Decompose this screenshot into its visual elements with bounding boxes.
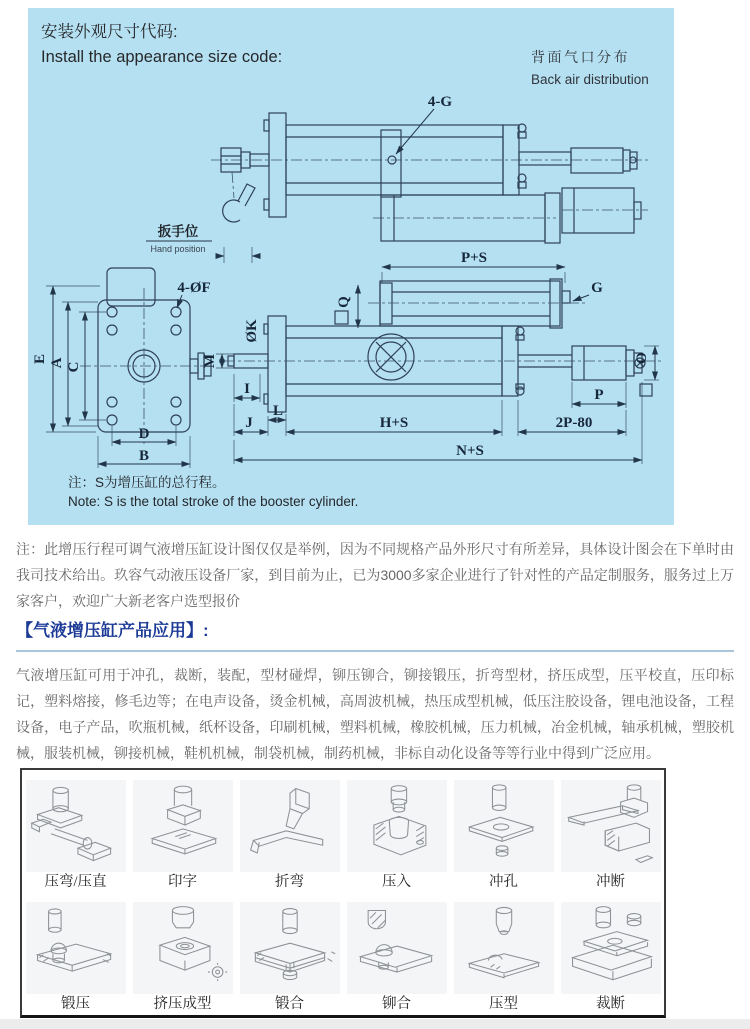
app-label: 印字 bbox=[168, 873, 197, 890]
diagram-title bbox=[41, 20, 282, 70]
app-label: 挤压成型 bbox=[153, 996, 212, 1012]
dim-label-hs: H+S bbox=[379, 415, 409, 431]
press-form-icon bbox=[454, 902, 554, 994]
dimension-diagram-panel bbox=[28, 8, 674, 525]
press-fit-icon bbox=[347, 780, 447, 872]
dim-label-q: Q bbox=[336, 296, 352, 308]
dim-label-m: M bbox=[202, 353, 218, 369]
app-cell-punch-cut bbox=[557, 770, 664, 893]
back-air-en: Back air distribution bbox=[531, 72, 649, 88]
app-cell-forging bbox=[22, 893, 129, 1016]
diagram-title-en: Install the appearance size code: bbox=[41, 47, 283, 66]
app-cell-riveting bbox=[343, 893, 450, 1016]
dim-label-d: D bbox=[138, 426, 150, 442]
app-cell-press-in bbox=[343, 770, 450, 893]
app-cell-bend-straighten bbox=[22, 770, 129, 893]
dim-label-o: O bbox=[634, 352, 650, 364]
application-grid bbox=[20, 768, 666, 1018]
section-title: 【气液增压缸产品应用】: bbox=[16, 621, 209, 640]
app-cell-extrusion bbox=[129, 893, 236, 1016]
app-cell-printing bbox=[129, 770, 236, 893]
forge-press-icon bbox=[26, 902, 126, 994]
cut-off-icon bbox=[561, 902, 661, 994]
app-label: 冲断 bbox=[596, 873, 625, 890]
intro-paragraph: 注：此增压行程可调气液增压缸设计图仅仅是举例，因为不同规格产品外形尺寸有所差异，具体设计图会在下单时由我司技术给出。玖容气动液压设备厂家，到目前为止，已为3000多家企业进行了针对性的产品定制服务，服务过上万家客户，欢迎广大新老客户选型报价 bbox=[16, 541, 734, 609]
back-air-zh: 背面气口分布 bbox=[531, 49, 630, 65]
extrude-form-icon bbox=[133, 902, 233, 994]
dim-label-2p80: 2P-80 bbox=[555, 415, 593, 431]
app-label: 压型 bbox=[489, 996, 518, 1012]
dim-label-4g: 4-G bbox=[427, 94, 453, 110]
app-label: 压入 bbox=[382, 873, 411, 890]
app-cell-forge-join bbox=[236, 893, 343, 1016]
dim-label-i: I bbox=[244, 381, 250, 397]
dim-label-4f: 4-ØF bbox=[177, 280, 211, 296]
stroke-note-zh: 注：S为增压缸的总行程。 bbox=[68, 475, 226, 490]
stroke-note bbox=[68, 474, 358, 512]
app-label: 冲孔 bbox=[489, 873, 518, 890]
dim-label-k: ØK bbox=[244, 319, 260, 343]
app-cell-press-form bbox=[450, 893, 557, 1016]
diagram-title-zh: 安装外观尺寸代码: bbox=[41, 23, 178, 41]
dim-label-b: B bbox=[138, 448, 150, 464]
footer-strip bbox=[0, 1019, 750, 1029]
stroke-note-en: Note: S is the total stroke of the booster cylinder. bbox=[68, 493, 359, 509]
punch-hole-icon bbox=[454, 780, 554, 872]
dim-label-e: E bbox=[32, 353, 48, 365]
app-label: 压弯/压直 bbox=[44, 873, 107, 890]
forge-join-icon bbox=[240, 902, 340, 994]
dim-label-a: A bbox=[49, 357, 65, 369]
applications-paragraph: 气液增压缸可用于冲孔，裁断，装配，型材碰焊，铆压铆合，铆接锻压，折弯型材，挤压成型，压平校直，压印标记，塑料熔接，修毛边等；在电声设备，烫金机械，高周波机械，热压成型机械，低压注胶设备，锂电池设备，工程设备，电子产品，吹瓶机械，纸杯设备，印刷机械，塑料机械，橡胶机械，压力机械，冶金机械，轴承机械，塑胶机械，服装机械，铆接机械，鞋机机械，制袋机械，制药机械，非标自动化设备等等行业中得到广泛应用。 bbox=[16, 667, 734, 761]
dim-label-c: C bbox=[66, 361, 82, 373]
dim-label-ps: P+S bbox=[460, 250, 488, 266]
side-assembly-view bbox=[202, 250, 662, 464]
front-flange-view bbox=[32, 268, 211, 468]
app-cell-cutting bbox=[557, 893, 664, 1016]
dim-label-p: P bbox=[594, 387, 604, 403]
rivet-join-icon bbox=[347, 902, 447, 994]
app-label: 锻压 bbox=[61, 996, 90, 1012]
technical-drawing bbox=[28, 90, 674, 474]
app-cell-bending bbox=[236, 770, 343, 893]
dim-label-l: L bbox=[272, 403, 284, 419]
press-bend-icon bbox=[26, 780, 126, 872]
back-air-caption bbox=[531, 46, 649, 91]
punch-cut-icon bbox=[561, 780, 661, 872]
fold-bend-icon bbox=[240, 780, 340, 872]
wrench-icon bbox=[223, 172, 255, 222]
app-label: 折弯 bbox=[275, 873, 304, 890]
wrench-label-en: Hand position bbox=[150, 244, 206, 254]
app-label: 锻合 bbox=[275, 996, 304, 1012]
section-divider bbox=[16, 650, 734, 652]
dim-label-ns: N+S bbox=[456, 443, 484, 459]
app-label: 铆合 bbox=[382, 996, 411, 1012]
app-cell-punch-hole bbox=[450, 770, 557, 893]
app-label: 裁断 bbox=[596, 996, 625, 1012]
print-mark-icon bbox=[133, 780, 233, 872]
dim-label-j: J bbox=[245, 415, 253, 431]
dim-label-g: G bbox=[591, 280, 603, 296]
top-assembly-view bbox=[146, 94, 648, 263]
wrench-label-zh: 扳手位 bbox=[157, 224, 199, 239]
